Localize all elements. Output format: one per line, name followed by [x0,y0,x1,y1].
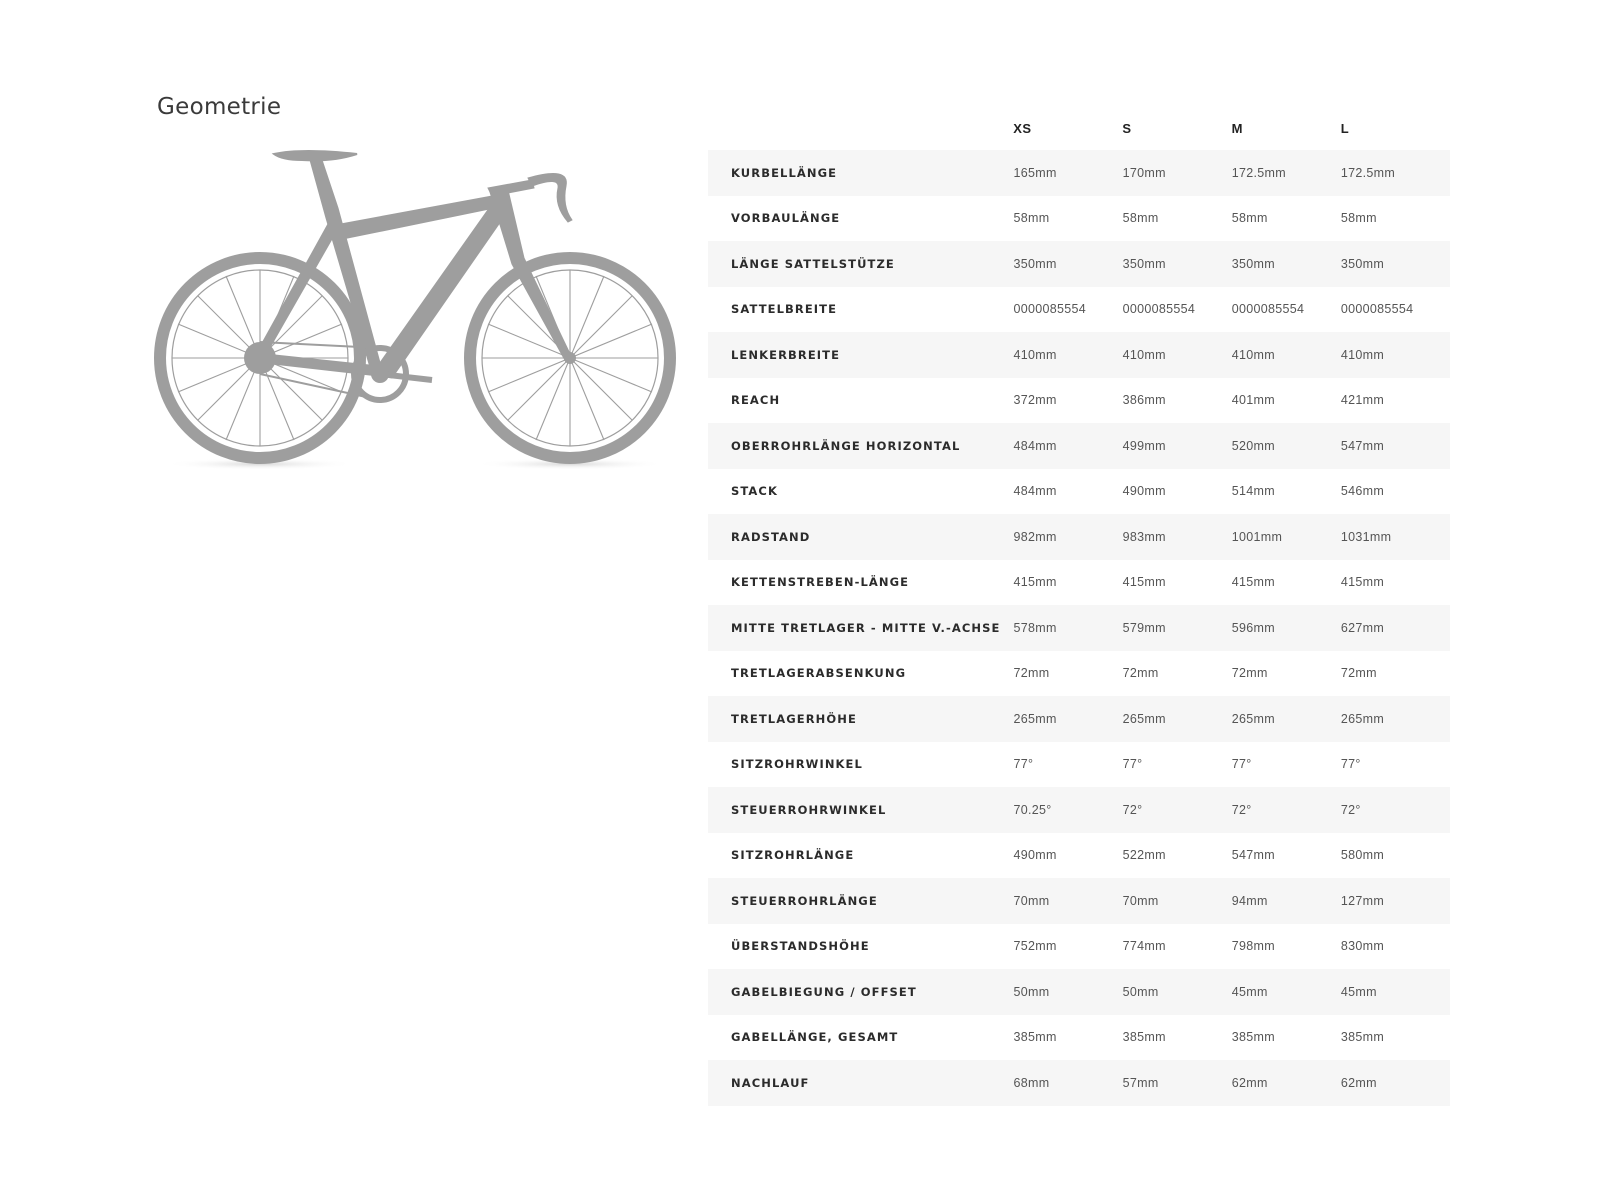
row-value-l: 62mm [1340,1075,1377,1090]
row-value-m: 72° [1231,802,1252,817]
row-value-s: 385mm [1122,1030,1166,1045]
row-label: KETTENSTREBEN-LÄNGE [731,575,910,590]
row-value-xs: 415mm [1013,575,1057,590]
row-value-s: 490mm [1122,484,1166,499]
row-label: NACHLAUF [731,1075,810,1090]
row-value-s: 0000085554 [1122,302,1196,317]
row-value-xs: 265mm [1013,711,1057,726]
row-value-l: 385mm [1340,1030,1385,1045]
row-value-l: 415mm [1340,575,1385,590]
row-value-s: 774mm [1122,939,1166,954]
table-row [708,1060,1450,1106]
table-row [708,742,1450,788]
row-value-s: 499mm [1122,438,1166,453]
table-row [708,514,1450,560]
row-value-xs: 77° [1013,757,1034,772]
table-row [708,287,1450,333]
row-value-l: 627mm [1340,620,1385,635]
row-value-m: 401mm [1231,393,1275,408]
row-value-xs: 752mm [1013,939,1057,954]
row-label: LÄNGE SATTELSTÜTZE [731,256,895,271]
row-value-l: 547mm [1340,438,1385,453]
row-value-xs: 58mm [1013,211,1050,226]
table-row [708,787,1450,833]
row-value-xs: 484mm [1013,438,1057,453]
table-row [708,924,1450,970]
row-label: STACK [731,484,778,499]
row-label: RADSTAND [731,529,811,544]
table-row [708,423,1450,469]
geometry-table [708,106,1450,1106]
size-header-l: L [1340,120,1350,136]
row-value-xs: 72mm [1013,666,1050,681]
table-row [708,878,1450,924]
row-value-m: 547mm [1231,848,1275,863]
row-label: LENKERBREITE [731,347,841,362]
row-value-s: 72° [1122,802,1143,817]
row-value-l: 77° [1340,757,1361,772]
row-value-m: 77° [1231,757,1252,772]
row-value-xs: 0000085554 [1013,302,1087,317]
row-label: VORBAULÄNGE [731,211,841,226]
row-value-l: 350mm [1340,256,1385,271]
row-value-xs: 70mm [1013,893,1050,908]
row-value-s: 415mm [1122,575,1166,590]
row-value-m: 596mm [1231,620,1275,635]
row-value-l: 127mm [1340,893,1385,908]
row-value-s: 72mm [1122,666,1159,681]
table-row [708,833,1450,879]
row-value-l: 830mm [1340,939,1385,954]
row-value-l: 45mm [1340,984,1377,999]
row-value-xs: 68mm [1013,1075,1050,1090]
table-row [708,651,1450,697]
bike-silhouette-image [152,148,682,478]
row-value-xs: 410mm [1013,347,1057,362]
row-value-l: 1031mm [1340,529,1392,544]
size-header-xs: XS [1013,120,1032,136]
row-value-m: 45mm [1231,984,1268,999]
row-value-s: 350mm [1122,256,1166,271]
row-value-m: 798mm [1231,939,1275,954]
row-label: GABELBIEGUNG / OFFSET [731,984,917,999]
row-value-m: 385mm [1231,1030,1275,1045]
table-header [708,106,1450,150]
row-value-xs: 490mm [1013,848,1057,863]
row-label: SITZROHRLÄNGE [731,848,855,863]
row-value-m: 172.5mm [1231,165,1286,180]
row-value-l: 72mm [1340,666,1377,681]
row-value-xs: 385mm [1013,1030,1057,1045]
row-value-xs: 165mm [1013,165,1057,180]
row-value-l: 58mm [1340,211,1377,226]
row-value-m: 410mm [1231,347,1275,362]
table-row [708,241,1450,287]
row-value-s: 58mm [1122,211,1159,226]
row-value-l: 580mm [1340,848,1385,863]
size-header-s: S [1122,120,1132,136]
row-value-s: 410mm [1122,347,1166,362]
row-value-m: 1001mm [1231,529,1283,544]
row-value-l: 172.5mm [1340,165,1396,180]
row-label: ÜBERSTANDSHÖHE [731,939,870,954]
row-value-l: 421mm [1340,393,1385,408]
table-row [708,469,1450,515]
row-value-s: 77° [1122,757,1143,772]
row-value-m: 520mm [1231,438,1275,453]
row-value-l: 546mm [1340,484,1385,499]
table-row [708,332,1450,378]
table-row [708,969,1450,1015]
row-value-xs: 484mm [1013,484,1057,499]
table-row [708,696,1450,742]
row-label: REACH [731,393,781,408]
row-value-s: 70mm [1122,893,1159,908]
row-value-m: 415mm [1231,575,1275,590]
row-value-xs: 372mm [1013,393,1057,408]
row-label: SATTELBREITE [731,302,838,317]
row-value-l: 0000085554 [1340,302,1414,317]
row-value-s: 386mm [1122,393,1166,408]
row-label: STEUERROHRLÄNGE [731,893,878,908]
row-value-l: 410mm [1340,347,1385,362]
row-label: TRETLAGERHÖHE [731,711,857,726]
row-value-s: 522mm [1122,848,1166,863]
table-row [708,150,1450,196]
row-value-m: 514mm [1231,484,1275,499]
row-label: MITTE TRETLAGER - MITTE V.-ACHSE [731,620,1001,635]
row-value-s: 57mm [1122,1075,1159,1090]
row-value-s: 50mm [1122,984,1159,999]
row-value-xs: 578mm [1013,620,1057,635]
row-label: SITZROHRWINKEL [731,757,863,772]
row-value-xs: 982mm [1013,529,1057,544]
row-value-s: 983mm [1122,529,1166,544]
row-label: TRETLAGERABSENKUNG [731,666,907,681]
row-value-m: 350mm [1231,256,1275,271]
table-row [708,196,1450,242]
row-value-xs: 70.25° [1013,802,1052,817]
row-value-m: 62mm [1231,1075,1268,1090]
row-value-m: 94mm [1231,893,1268,908]
row-value-m: 265mm [1231,711,1275,726]
table-row [708,560,1450,606]
row-value-l: 72° [1340,802,1361,817]
row-value-s: 170mm [1122,165,1166,180]
row-label: OBERROHRLÄNGE HORIZONTAL [731,438,961,453]
row-label: KURBELLÄNGE [731,165,838,180]
row-value-s: 579mm [1122,620,1166,635]
size-header-m: M [1231,120,1243,136]
page-title: Geometrie [157,94,282,120]
row-value-m: 58mm [1231,211,1268,226]
row-value-l: 265mm [1340,711,1385,726]
row-value-m: 72mm [1231,666,1268,681]
row-value-xs: 50mm [1013,984,1050,999]
row-value-s: 265mm [1122,711,1166,726]
row-label: GABELLÄNGE, GESAMT [731,1030,899,1045]
table-body [708,150,1450,1106]
table-row [708,605,1450,651]
row-label: STEUERROHRWINKEL [731,802,887,817]
table-row [708,378,1450,424]
row-value-xs: 350mm [1013,256,1057,271]
row-value-m: 0000085554 [1231,302,1305,317]
table-row [708,1015,1450,1061]
